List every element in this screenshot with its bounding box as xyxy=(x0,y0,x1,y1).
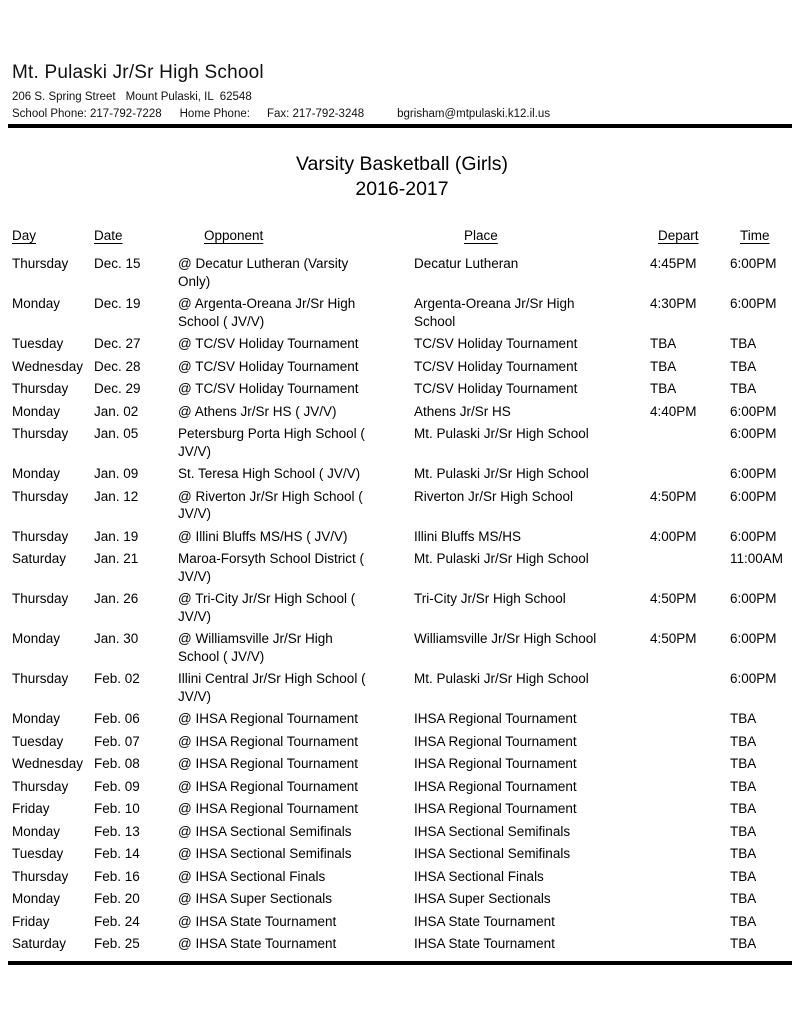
cell-place: IHSA Regional Tournament xyxy=(414,756,577,771)
column-header-label: Day xyxy=(12,228,37,243)
schedule-row xyxy=(12,845,792,868)
cell-time: 6:00PM xyxy=(730,631,777,646)
cell-place: IHSA Sectional Finals xyxy=(414,868,544,884)
cell-day: Thursday xyxy=(12,671,69,686)
cell-time: 6:00PM xyxy=(730,256,777,271)
cell-opponent: @ IHSA Sectional Finals xyxy=(178,868,326,884)
cell-date: Feb. 08 xyxy=(94,756,140,771)
schedule-row xyxy=(12,255,792,295)
cell-time: TBA xyxy=(730,913,757,929)
email-address: bgrisham@mtpulaski.k12.il.us xyxy=(397,108,551,120)
cell-depart: TBA xyxy=(650,336,677,351)
cell-depart xyxy=(650,913,730,936)
cell-place: Riverton Jr/Sr High School xyxy=(414,488,574,504)
schedule-row xyxy=(12,528,792,551)
cell-place: IHSA Regional Tournament xyxy=(414,778,577,794)
cell-day: Monday xyxy=(12,823,61,839)
cell-time: TBA xyxy=(730,868,757,884)
cell-time: TBA xyxy=(730,936,757,951)
cell-opponent: @ Riverton Jr/Sr High School ( JV/V) xyxy=(178,488,363,521)
cell-day: Monday xyxy=(12,296,61,311)
cell-day: Tuesday xyxy=(12,733,64,749)
cell-place: Williamsville Jr/Sr High School xyxy=(414,631,597,646)
cell-opponent: @ Athens Jr/Sr HS ( JV/V) xyxy=(178,403,337,419)
cell-opponent: @ IHSA Sectional Semifinals xyxy=(178,846,352,861)
cell-opponent: @ Argenta-Oreana Jr/Sr High School ( JV/V) xyxy=(178,296,356,329)
document-title xyxy=(12,152,792,202)
cell-depart xyxy=(650,733,730,756)
cell-depart: 4:50PM xyxy=(650,488,697,504)
cell-date: Dec. 28 xyxy=(94,358,141,374)
cell-place: IHSA Super Sectionals xyxy=(414,891,551,906)
cell-date: Jan. 30 xyxy=(94,631,139,646)
cell-date: Jan. 02 xyxy=(94,403,139,419)
cell-opponent: @ TC/SV Holiday Tournament xyxy=(178,336,359,351)
cell-day: Thursday xyxy=(12,381,69,396)
cell-opponent: Petersburg Porta High School ( JV/V) xyxy=(178,426,365,459)
cell-place: Mt. Pulaski Jr/Sr High School xyxy=(414,671,589,686)
cell-date: Feb. 10 xyxy=(94,801,140,816)
address-city: Mount Pulaski, IL 62548 xyxy=(125,91,252,103)
cell-day: Monday xyxy=(12,466,61,481)
column-header-label: Opponent xyxy=(204,228,264,243)
column-header-label: Place xyxy=(464,228,498,243)
cell-depart xyxy=(650,710,730,733)
cell-date: Feb. 02 xyxy=(94,671,140,686)
cell-opponent: Illini Central Jr/Sr High School ( JV/V) xyxy=(178,671,366,704)
fax-number: Fax: 217-792-3248 xyxy=(266,108,365,120)
cell-date: Jan. 09 xyxy=(94,466,139,481)
cell-opponent: Maroa-Forsyth School District ( JV/V) xyxy=(178,551,365,584)
schedule-row xyxy=(12,358,792,381)
cell-place: Tri-City Jr/Sr High School xyxy=(414,591,566,606)
cell-day: Tuesday xyxy=(12,336,64,351)
cell-place: TC/SV Holiday Tournament xyxy=(414,381,578,396)
cell-opponent: @ TC/SV Holiday Tournament xyxy=(178,381,359,396)
cell-time: TBA xyxy=(730,733,757,749)
cell-day: Saturday xyxy=(12,936,67,951)
cell-time: TBA xyxy=(730,801,757,816)
title-line2: 2016-2017 xyxy=(355,178,449,200)
cell-day: Monday xyxy=(12,403,61,419)
cell-day: Thursday xyxy=(12,591,69,606)
school-address xyxy=(12,91,792,103)
cell-place: IHSA Regional Tournament xyxy=(414,733,577,749)
cell-date: Jan. 21 xyxy=(94,551,139,566)
cell-day: Thursday xyxy=(12,426,69,441)
cell-date: Dec. 19 xyxy=(94,296,141,311)
cell-date: Feb. 09 xyxy=(94,778,140,794)
schedule-row xyxy=(12,755,792,778)
cell-depart xyxy=(650,425,730,465)
table-header-row xyxy=(12,228,792,255)
cell-place: IHSA State Tournament xyxy=(414,936,555,951)
cell-time: 6:00PM xyxy=(730,591,777,606)
cell-date: Jan. 26 xyxy=(94,591,139,606)
cell-opponent: @ IHSA State Tournament xyxy=(178,913,337,929)
cell-date: Dec. 29 xyxy=(94,381,141,396)
cell-depart xyxy=(650,755,730,778)
cell-day: Thursday xyxy=(12,256,69,271)
cell-depart xyxy=(650,465,730,488)
schedule-row xyxy=(12,403,792,426)
cell-date: Jan. 19 xyxy=(94,528,139,544)
cell-time: TBA xyxy=(730,756,757,771)
cell-time: TBA xyxy=(730,846,757,861)
schedule-row xyxy=(12,710,792,733)
cell-place: TC/SV Holiday Tournament xyxy=(414,358,578,374)
column-header-label: Date xyxy=(94,228,123,243)
cell-place: IHSA Regional Tournament xyxy=(414,711,577,726)
cell-opponent: @ IHSA Regional Tournament xyxy=(178,733,359,749)
cell-time: TBA xyxy=(730,823,757,839)
cell-place: Argenta-Oreana Jr/Sr High School xyxy=(414,296,575,329)
cell-time: TBA xyxy=(730,711,757,726)
cell-opponent: @ TC/SV Holiday Tournament xyxy=(178,358,359,374)
schedule-row xyxy=(12,630,792,670)
cell-opponent: @ IHSA Regional Tournament xyxy=(178,778,359,794)
column-header-time xyxy=(730,228,792,255)
cell-date: Jan. 12 xyxy=(94,488,139,504)
cell-day: Thursday xyxy=(12,488,69,504)
cell-date: Feb. 07 xyxy=(94,733,140,749)
cell-place: IHSA Sectional Semifinals xyxy=(414,823,571,839)
cell-day: Wednesday xyxy=(12,358,84,374)
cell-place: Illini Bluffs MS/HS xyxy=(414,528,522,544)
cell-place: Athens Jr/Sr HS xyxy=(414,403,511,419)
home-phone-label: Home Phone: xyxy=(179,108,250,120)
column-header-label: Depart xyxy=(658,228,699,243)
cell-depart xyxy=(650,800,730,823)
school-contact-line xyxy=(12,108,792,120)
cell-day: Tuesday xyxy=(12,846,64,861)
cell-depart: 4:00PM xyxy=(650,528,697,544)
cell-place: IHSA State Tournament xyxy=(414,913,555,929)
cell-day: Monday xyxy=(12,711,61,726)
cell-depart: TBA xyxy=(650,358,677,374)
cell-day: Friday xyxy=(12,801,50,816)
schedule-row xyxy=(12,823,792,846)
cell-depart xyxy=(650,670,730,710)
cell-depart xyxy=(650,868,730,891)
cell-time: 6:00PM xyxy=(730,671,777,686)
cell-time: TBA xyxy=(730,778,757,794)
column-header-depart xyxy=(650,228,730,255)
cell-date: Feb. 13 xyxy=(94,823,140,839)
cell-time: 6:00PM xyxy=(730,426,777,441)
cell-place: Mt. Pulaski Jr/Sr High School xyxy=(414,551,589,566)
cell-date: Dec. 27 xyxy=(94,336,141,351)
school-header xyxy=(12,62,792,120)
cell-place: Mt. Pulaski Jr/Sr High School xyxy=(414,426,589,441)
cell-date: Feb. 16 xyxy=(94,868,140,884)
schedule-row xyxy=(12,733,792,756)
cell-time: 6:00PM xyxy=(730,403,777,419)
cell-depart xyxy=(650,890,730,913)
schedule-row xyxy=(12,670,792,710)
cell-day: Thursday xyxy=(12,868,69,884)
schedule-row xyxy=(12,868,792,891)
cell-place: IHSA Sectional Semifinals xyxy=(414,846,571,861)
cell-depart xyxy=(650,935,730,958)
cell-opponent: @ IHSA Regional Tournament xyxy=(178,801,359,816)
cell-day: Saturday xyxy=(12,551,67,566)
cell-depart: 4:45PM xyxy=(650,256,697,271)
schedule-table xyxy=(12,228,792,958)
cell-depart xyxy=(650,550,730,590)
cell-opponent: @ Williamsville Jr/Sr High School ( JV/V) xyxy=(178,631,333,664)
cell-opponent: @ IHSA State Tournament xyxy=(178,936,337,951)
cell-place: TC/SV Holiday Tournament xyxy=(414,336,578,351)
cell-date: Feb. 06 xyxy=(94,711,140,726)
cell-day: Thursday xyxy=(12,528,69,544)
schedule-row xyxy=(12,550,792,590)
schedule-row xyxy=(12,488,792,528)
cell-date: Dec. 15 xyxy=(94,256,141,271)
cell-opponent: @ Decatur Lutheran (Varsity Only) xyxy=(178,256,349,289)
cell-depart xyxy=(650,845,730,868)
schedule-row xyxy=(12,380,792,403)
cell-date: Jan. 05 xyxy=(94,426,139,441)
cell-date: Feb. 20 xyxy=(94,891,140,906)
schedule-row xyxy=(12,465,792,488)
cell-depart: 4:50PM xyxy=(650,631,697,646)
cell-day: Friday xyxy=(12,913,50,929)
top-divider-rule xyxy=(8,124,792,128)
column-header-date xyxy=(94,228,178,255)
cell-time: TBA xyxy=(730,381,757,396)
cell-day: Thursday xyxy=(12,778,69,794)
cell-date: Feb. 24 xyxy=(94,913,140,929)
schedule-row xyxy=(12,778,792,801)
cell-opponent: @ IHSA Regional Tournament xyxy=(178,711,359,726)
column-header-place xyxy=(414,228,650,255)
cell-opponent: @ IHSA Super Sectionals xyxy=(178,891,333,906)
school-phone: School Phone: 217-792-7228 xyxy=(12,108,162,120)
cell-time: 6:00PM xyxy=(730,488,777,504)
column-header-day xyxy=(12,228,94,255)
cell-depart: TBA xyxy=(650,381,677,396)
cell-time: 6:00PM xyxy=(730,466,777,481)
cell-date: Feb. 25 xyxy=(94,936,140,951)
schedule-row xyxy=(12,590,792,630)
cell-opponent: @ Illini Bluffs MS/HS ( JV/V) xyxy=(178,528,348,544)
address-street: 206 S. Spring Street xyxy=(12,91,116,103)
column-header-label: Time xyxy=(740,228,770,243)
schedule-row xyxy=(12,935,792,958)
cell-opponent: @ IHSA Sectional Semifinals xyxy=(178,823,352,839)
schedule-row xyxy=(12,335,792,358)
cell-time: TBA xyxy=(730,358,757,374)
column-header-opponent xyxy=(178,228,414,255)
cell-place: Decatur Lutheran xyxy=(414,256,519,271)
cell-opponent: @ Tri-City Jr/Sr High School ( JV/V) xyxy=(178,591,356,624)
cell-depart xyxy=(650,778,730,801)
cell-opponent: @ IHSA Regional Tournament xyxy=(178,756,359,771)
cell-time: 6:00PM xyxy=(730,528,777,544)
schedule-row xyxy=(12,295,792,335)
cell-depart: 4:50PM xyxy=(650,591,697,606)
cell-time: 11:00AM xyxy=(730,551,784,566)
cell-time: 6:00PM xyxy=(730,296,777,311)
cell-day: Monday xyxy=(12,891,61,906)
schedule-row xyxy=(12,425,792,465)
schedule-row xyxy=(12,913,792,936)
cell-time: TBA xyxy=(730,891,757,906)
title-line1: Varsity Basketball (Girls) xyxy=(295,153,508,175)
cell-place: Mt. Pulaski Jr/Sr High School xyxy=(414,466,589,481)
cell-day: Wednesday xyxy=(12,756,84,771)
cell-date: Feb. 14 xyxy=(94,846,140,861)
cell-depart: 4:30PM xyxy=(650,296,697,311)
cell-day: Monday xyxy=(12,631,61,646)
cell-place: IHSA Regional Tournament xyxy=(414,801,577,816)
bottom-divider-rule xyxy=(8,961,792,965)
cell-opponent: St. Teresa High School ( JV/V) xyxy=(178,466,361,481)
cell-time: TBA xyxy=(730,336,757,351)
school-name: Mt. Pulaski Jr/Sr High School xyxy=(12,62,264,83)
schedule-row xyxy=(12,800,792,823)
cell-depart xyxy=(650,823,730,846)
cell-depart: 4:40PM xyxy=(650,403,697,419)
schedule-row xyxy=(12,890,792,913)
